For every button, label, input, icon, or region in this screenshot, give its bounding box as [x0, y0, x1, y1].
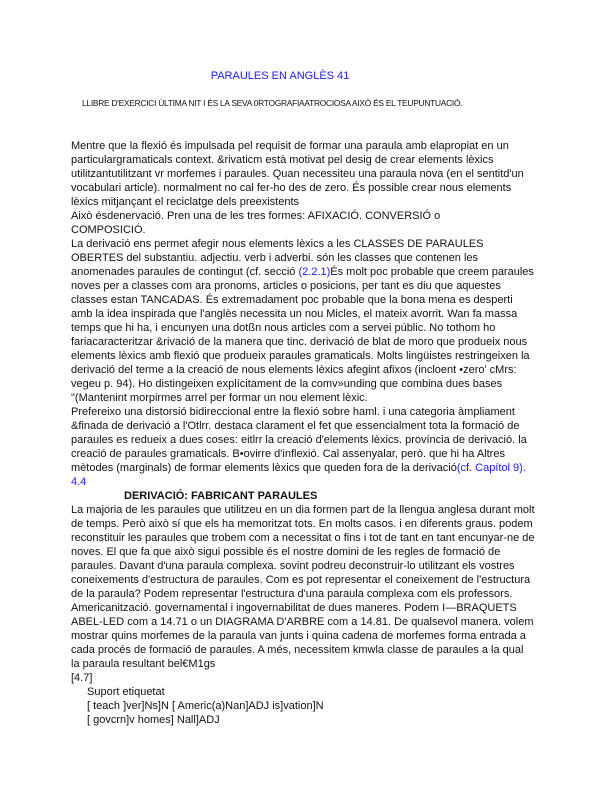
- paragraph-block: [71, 503, 571, 685]
- text-segment: creació de paraules gramaticals. B•ovirre d'inflexió. Cal assenyalar, però. que hi ha Altres: [71, 448, 505, 460]
- text-line: [71, 251, 571, 265]
- text-line: de la paraula? Podem representar l'estructura d'una paraula complexa com els professors.: [71, 588, 513, 600]
- text-line: mostrar quins morfemes de la paraula van junts i quina cadena de morfemes forma entrada a: [71, 630, 526, 642]
- text-line: [71, 279, 571, 293]
- text-segment: &finada de derivació a l'Otlrr. destaca clarament el fet que essencialment tota la formació de: [71, 420, 520, 432]
- text-segment: lèxics mitjançant el reciclatge dels preexistents: [71, 196, 300, 208]
- text-segment: anomenades paraules de contingut (cf. secció: [71, 266, 299, 278]
- text-segment: Això ésdenervació. Pren una de les tres formes: AFIXACIÓ. CONVERSIÓ o: [71, 210, 441, 222]
- text-line: [71, 195, 571, 209]
- text-line: noves. El que fa que això sigui possible és el nostre domini de les regles de formació de: [71, 546, 501, 558]
- text-segment: La derivació ens permet afegir nous elements lèxics a les CLASSES DE PARAULES: [71, 238, 484, 250]
- text-segment: OBERTES del substantiu. adjectiu. verb i adverbi. són les classes que contenen les: [71, 252, 479, 264]
- page-header-title: PARAULES EN ANGLÈS 41: [210, 70, 350, 82]
- text-line: Americanització. governamental i ingovernabilitat de dues maneres. Podem I—BRAQUETS: [71, 602, 517, 614]
- text-line: paraules. Davant d'una paraula complexa. sovint podreu deconstruir-lo utilitzant els vostres: [71, 560, 515, 572]
- text-segment: COMPOSICIÓ.: [71, 224, 146, 236]
- text-line: [71, 433, 571, 447]
- text-segment: Prefereixo una distorsió bidireccional entre la flexió sobre haml. i una categoria àmpliament: [71, 406, 515, 418]
- text-line: [71, 139, 571, 153]
- text-line: [71, 363, 571, 377]
- text-segment: vegeu p. 94). Ho distingeixen explícitament de la comv»unding que combina dues bases: [71, 378, 503, 390]
- document-body: [71, 139, 571, 727]
- text-line: cada procés de formació de paraules. A més, necessitem kmwla classe de paraules a la qual: [71, 644, 524, 656]
- text-segment: fariacaracteritzar &rivació de la manera que tinc. derivació de blat de moro que produeix nous: [71, 336, 528, 348]
- cross-reference-link[interactable]: (2.2.1): [298, 266, 331, 278]
- text-line: reconstituir les paraules que trobem com a necessitat o fins i tot de tant en tant encunyar-ne de: [71, 532, 535, 544]
- text-line: [71, 475, 571, 489]
- text-line: [71, 265, 571, 279]
- text-segment: amb la idea inspirada que l'anglès necessita un nou Micles, el mateix avorrit. Wan fa massa: [71, 308, 518, 320]
- text-line: La majoria de les paraules que utilitzeu en un dia formen part de la llengua anglesa durant molt: [71, 504, 535, 516]
- text-segment: paraules es redueix a dues coses: eitlrr la creació d'elements lèxics. província de derivació. la: [71, 434, 527, 446]
- text-line: la paraula resultant bel€M1gs: [71, 658, 216, 670]
- section-heading: DERIVACIÓ: FABRICANT PARAULES: [124, 490, 318, 502]
- text-segment: vocabulari article). normalment no cal fer-ho des de zero. És possible crear nous elements: [71, 182, 512, 194]
- text-segment: temps que hi ha, i encunyen una dotßn nous articles com a servei públic. No tothom ho: [71, 322, 496, 334]
- text-line: [71, 377, 571, 391]
- text-line: [71, 293, 571, 307]
- text-line: [4.7]: [71, 672, 93, 684]
- text-line: [71, 335, 571, 349]
- text-line: [71, 167, 571, 181]
- text-segment: mètodes (marginals) de formar elements lèxics que queden fora de la derivació: [71, 462, 457, 474]
- text-line: [71, 461, 571, 475]
- text-segment: utilitzantutilitzant vr morfemes i paraules. Quan necessiteu una paraula nova (en el sentitd'un: [71, 168, 524, 180]
- text-line: [71, 181, 571, 195]
- text-line: [71, 321, 571, 335]
- cross-reference-link[interactable]: (cf. Capítol 9).: [456, 462, 526, 474]
- text-segment: És molt poc probable que creem paraules: [330, 266, 534, 278]
- page-header-subtitle: LLIBRE D'EXERCICI ÚLTIMA NIT I ÉS LA SEVA 0RTOGRAFIAATROCIOSA AIXÒ ÉS EL TEUPUNTUACIÓ.: [82, 98, 463, 108]
- text-line: [71, 419, 571, 433]
- paragraph-block: [71, 139, 571, 489]
- text-segment: Mentre que la flexió és impulsada pel requisit de formar una paraula amb elapropiat en un: [71, 140, 509, 152]
- example-label: Suport etiquetat: [87, 686, 165, 698]
- text-segment: elements lèxics amb flexió que produeix paraules gramaticals. Molts lingüistes restringeixen la: [71, 350, 530, 362]
- cross-reference-link[interactable]: 4.4: [71, 476, 87, 488]
- text-line: de temps. Però això sí que els ha memoritzat tots. En molts casos. i en diferents graus. podem: [71, 518, 533, 530]
- text-line: [71, 223, 571, 237]
- text-line: [71, 237, 571, 251]
- text-segment: noves per a classes com ara pronoms, articles o posicions, per tant es diu que aquestes: [71, 280, 501, 292]
- text-segment: classes estan TANCADAS. És extremadament poc probable que la bona mena es desperti: [71, 294, 513, 306]
- text-segment: particulargramaticals context. &rivaticm està motivat pel desig de crear elements lèxics: [71, 154, 494, 166]
- text-line: [71, 405, 571, 419]
- text-line: ABEL-LED com a 14.71 o un DIAGRAMA D'ARBRE com a 14.81. De qualsevol manera. volem: [71, 616, 534, 628]
- text-line: [71, 307, 571, 321]
- text-segment: derivació del terme a la creació de nous elements lèxics afegint afixos (incloent •zero' cMrs:: [71, 364, 517, 376]
- text-line: [71, 349, 571, 363]
- text-line: coneixements d'estructura de paraules. Com es pot representar el coneixement de l'estructura: [71, 574, 531, 586]
- text-segment: "(Mantenint morpirmes arrel per formar un nou element lèxic.: [71, 392, 368, 404]
- text-line: [71, 391, 571, 405]
- example-item: [ govcrn]v homes] Nall]ADJ: [87, 714, 220, 726]
- example-item: [ teach ]ver]Ns]N [ Americ(a)Nan]ADJ is]vation]N: [87, 700, 324, 712]
- text-line: [71, 209, 571, 223]
- text-line: [71, 447, 571, 461]
- text-line: [71, 153, 571, 167]
